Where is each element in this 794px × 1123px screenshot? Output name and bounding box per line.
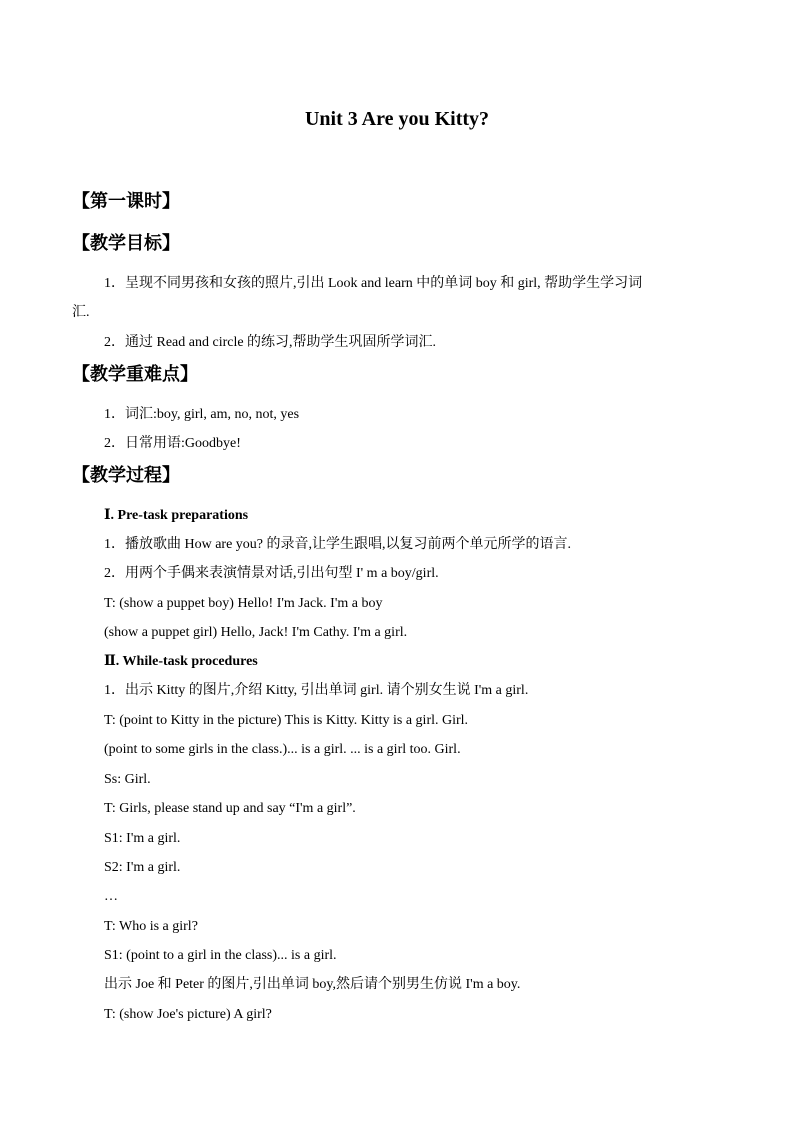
while-task-line-2: (point to some girls in the class.)... is a girl. ... is a girl too. Girl. — [104, 742, 461, 757]
page-title: Unit 3 Are you Kitty? — [304, 108, 490, 130]
while-task-line-4: T: Girls, please stand up and say “I'm a girl”. — [104, 801, 356, 816]
pre-task-dialog-1: T: (show a puppet boy) Hello! I'm Jack. I'm a boy — [104, 596, 383, 611]
pre-task-item-1: 1．播放歌曲 How are you? 的录音,让学生跟唱,以复习前两个单元所学的语言. — [104, 537, 572, 552]
process-heading: 【教学过程】 — [72, 465, 180, 486]
objective-item-1: 1．呈现不同男孩和女孩的照片,引出 Look and learn 中的单词 boy 和 girl, 帮助学生学习词 — [104, 276, 643, 291]
key-point-item-2: 2．日常用语:Goodbye! — [104, 436, 241, 451]
objective-item-2: 2．通过 Read and circle 的练习,帮助学生巩固所学词汇. — [104, 335, 437, 350]
while-task-line-9: S1: (point to a girl in the class)... is a girl. — [104, 948, 337, 963]
lesson-heading: 【第一课时】 — [72, 191, 180, 212]
pre-task-heading: Ⅰ. Pre-task preparations — [104, 508, 249, 523]
while-task-line-5: S1: I'm a girl. — [104, 831, 181, 846]
while-task-line-10: 出示 Joe 和 Peter 的图片,引出单词 boy,然后请个别男生仿说 I'm a boy. — [104, 977, 521, 992]
while-task-item-1: 1．出示 Kitty 的图片,介绍 Kitty, 引出单词 girl. 请个别女生说 I'm a girl. — [104, 683, 529, 698]
key-points-heading: 【教学重难点】 — [72, 364, 198, 385]
while-task-line-1: T: (point to Kitty in the picture) This is Kitty. Kitty is a girl. Girl. — [104, 713, 469, 728]
while-task-line-7: … — [104, 889, 118, 904]
while-task-line-8: T: Who is a girl? — [104, 919, 198, 934]
while-task-heading: Ⅱ. While-task procedures — [104, 654, 258, 669]
objectives-heading: 【教学目标】 — [72, 233, 180, 254]
while-task-line-6: S2: I'm a girl. — [104, 860, 181, 875]
pre-task-item-2: 2．用两个手偶来表演情景对话,引出句型 I' m a boy/girl. — [104, 566, 439, 581]
objective-item-1-cont: 汇. — [72, 305, 90, 320]
while-task-line-3: Ss: Girl. — [104, 772, 151, 787]
while-task-line-11: T: (show Joe's picture) A girl? — [104, 1007, 272, 1022]
pre-task-dialog-2: (show a puppet girl) Hello, Jack! I'm Cathy. I'm a girl. — [104, 625, 408, 640]
key-point-item-1: 1．词汇:boy, girl, am, no, not, yes — [104, 407, 300, 422]
